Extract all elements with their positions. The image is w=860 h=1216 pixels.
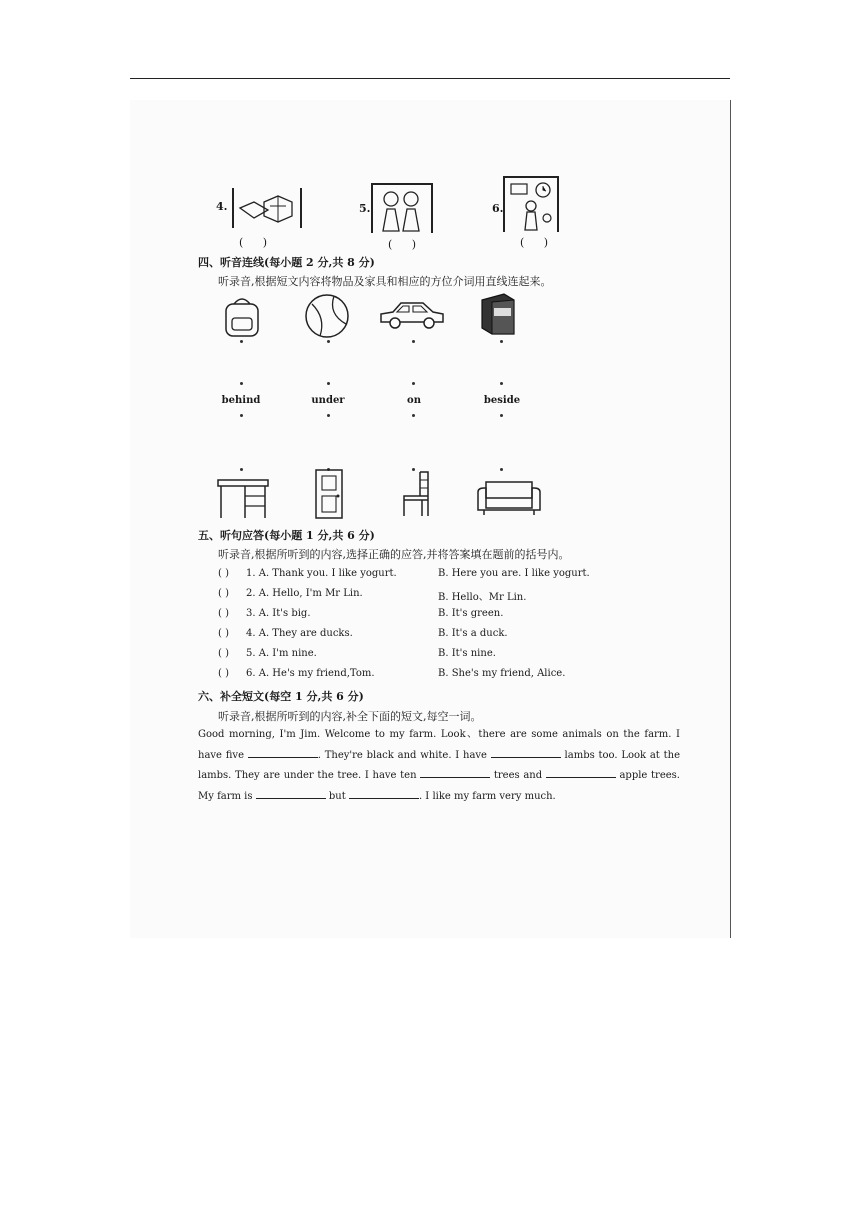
option-b: B. It's a duck. [438,628,508,639]
option-b: B. It's green. [438,608,504,619]
object-dot-3[interactable] [412,340,415,343]
preposition-under: under [311,395,345,406]
preposition-on: on [407,395,421,406]
answer-paren[interactable]: ( ) [218,668,229,679]
option-a: 1. A. Thank you. I like yogurt. [246,568,397,579]
picture-number-4: 4. [216,200,228,213]
ball-icon [304,294,350,338]
object-dot-2[interactable] [327,340,330,343]
answer-paren-5[interactable]: ( ) [388,238,425,251]
preposition-beside: beside [483,395,521,406]
blank-2[interactable] [491,747,561,758]
preposition-top-dot-1[interactable] [240,382,243,385]
blank-5[interactable] [256,788,326,799]
option-b: B. She's my friend, Alice. [438,668,566,679]
passage-text-2: . They're black and white. I have [317,749,487,761]
answer-paren[interactable]: ( ) [218,648,229,659]
blank-4[interactable] [546,767,616,778]
picture-6 [503,176,559,232]
preposition-top-dot-2[interactable] [327,382,330,385]
preposition-bottom-dot-3[interactable] [412,414,415,417]
option-a: 5. A. I'm nine. [246,648,317,659]
passage-text-6: but [328,790,346,802]
picture-4 [232,188,302,228]
answer-paren-6[interactable]: ( ) [520,236,557,249]
option-b: B. It's nine. [438,648,496,659]
section6-title: 六、补全短文(每空 1 分,共 6 分) [198,690,364,703]
passage-text-7: . I like my farm very much. [418,790,556,802]
preposition-bottom-dot-4[interactable] [500,414,503,417]
sofa-icon [476,478,542,516]
preposition-top-dot-3[interactable] [412,382,415,385]
passage-text-3: lambs too. Look at the lambs. They are under the tree. I have ten [198,749,680,781]
answer-paren[interactable]: ( ) [218,588,229,599]
option-b: B. Here you are. I like yogurt. [438,568,590,579]
answer-paren[interactable]: ( ) [218,568,229,579]
passage-text-5: apple trees. My farm is [198,770,680,802]
door-icon [314,468,344,520]
question-row-5 [218,648,638,662]
question-row-2 [218,588,638,602]
car-icon [379,300,445,330]
preposition-bottom-dot-1[interactable] [240,414,243,417]
section6-instruction: 听录音,根据所听到的内容,补全下面的短文,每空一词。 [218,710,482,723]
question-row-3 [218,608,638,622]
option-b: B. Hello、Mr Lin. [438,592,527,603]
option-a: 2. A. Hello, I'm Mr Lin. [246,588,363,599]
picture-5 [371,183,433,233]
two-girls-icon [373,185,431,233]
question-row-1 [218,568,638,582]
blank-1[interactable] [248,747,318,758]
blank-6[interactable] [349,788,419,799]
passage-text-1: Good morning, I'm Jim. Welcome to my farm. Look、there are some animals on the farm. I have five [198,729,680,761]
person-clock-icon [505,178,557,232]
object-dot-4[interactable] [500,340,503,343]
cloze-passage [198,725,680,807]
blank-3[interactable] [420,767,490,778]
question-row-4 [218,628,638,642]
furniture-dot-1[interactable] [240,468,243,471]
picture-number-5: 5. [359,202,371,215]
opened-box-icon [234,188,300,228]
option-a: 4. A. They are ducks. [246,628,353,639]
backpack-icon [222,294,262,338]
answer-paren-4[interactable]: ( ) [239,236,276,249]
section4-instruction: 听录音,根据短文内容将物品及家具和相应的方位介词用直线连起来。 [218,275,552,288]
answer-paren[interactable]: ( ) [218,628,229,639]
option-a: 6. A. He's my friend,Tom. [246,668,375,679]
header-rule [130,78,730,79]
section4-title: 四、听音连线(每小题 2 分,共 8 分) [198,256,375,269]
passage-text-4: trees and [493,770,543,781]
preposition-bottom-dot-2[interactable] [327,414,330,417]
answer-paren[interactable]: ( ) [218,608,229,619]
object-dot-1[interactable] [240,340,243,343]
option-a: 3. A. It's big. [246,608,311,619]
book-icon [478,292,518,336]
preposition-top-dot-4[interactable] [500,382,503,385]
question-row-6 [218,668,638,682]
desk-icon [217,478,269,520]
chair-icon [398,470,432,518]
preposition-behind: behind [221,395,261,406]
furniture-dot-4[interactable] [500,468,503,471]
picture-number-6: 6. [492,202,504,215]
section5-instruction: 听录音,根据所听到的内容,选择正确的应答,并将答案填在题前的括号内。 [218,548,570,561]
section5-title: 五、听句应答(每小题 1 分,共 6 分) [198,529,375,542]
